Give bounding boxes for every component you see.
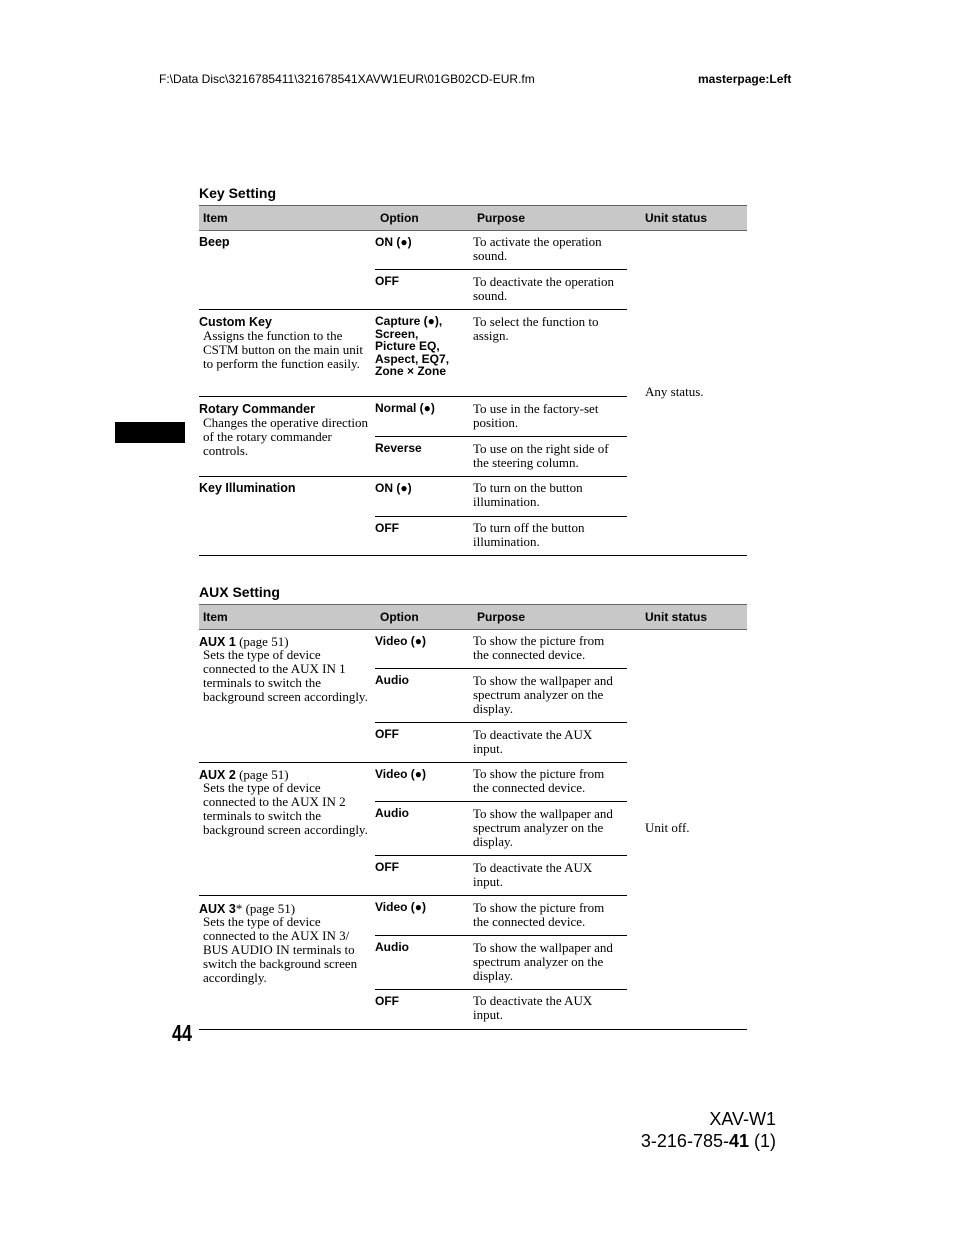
purpose-text: To deactivate the operation sound. (473, 274, 614, 303)
option-label: Audio (375, 673, 409, 687)
col-option: Option (380, 610, 419, 624)
item-aux-2: AUX 2 (page 51) (199, 767, 289, 782)
option-label: Capture (●), Screen, Picture EQ, Aspect, EQ7, Zone × Zone (375, 314, 450, 378)
aux-setting-table (199, 604, 747, 1030)
purpose-text: To deactivate the AUX input. (473, 727, 593, 756)
row-divider (375, 436, 627, 437)
row-divider (199, 309, 627, 310)
key-setting-table (199, 205, 747, 557)
masterpage-label: masterpage:Left (698, 72, 792, 86)
col-purpose: Purpose (477, 211, 526, 225)
row-divider (375, 989, 627, 990)
purpose-text: To show the picture from the connected device. (473, 766, 605, 795)
row-divider (375, 801, 627, 802)
purpose-text: To select the function to assign. (473, 314, 599, 343)
item-aux-1: AUX 1 (page 51) (199, 634, 289, 649)
purpose-text: To turn on the button illumination. (473, 480, 583, 509)
option-label: Video (●) (375, 900, 427, 914)
table-header (199, 205, 747, 231)
item-description: Sets the type of device connected to the AUX IN 2 terminals to switch the background screen accordingly. (203, 780, 368, 837)
page-number: 44 (172, 1020, 192, 1046)
col-option: Option (380, 211, 419, 225)
option-label: Video (●) (375, 634, 427, 648)
unit-status: Unit off. (645, 820, 690, 835)
item-description: Sets the type of device connected to the AUX IN 1 terminals to switch the background screen accordingly. (203, 647, 368, 704)
purpose-text: To show the picture from the connected device. (473, 633, 605, 662)
purpose-text: To show the picture from the connected device. (473, 900, 605, 929)
item-custom-key: Custom Key (199, 315, 272, 329)
purpose-text: To use in the factory-set position. (473, 401, 599, 430)
row-divider (199, 762, 627, 763)
option-label: ON (●) (375, 235, 412, 249)
row-divider (199, 895, 627, 896)
model-code: 3-216-785-41 (1) (640, 1131, 776, 1151)
option-label: ON (●) (375, 481, 412, 495)
purpose-text: To show the wallpaper and spectrum analyzer on the display. (473, 673, 613, 716)
purpose-text: To deactivate the AUX input. (473, 993, 593, 1022)
purpose-text: To activate the operation sound. (473, 234, 602, 263)
item-beep: Beep (199, 235, 230, 249)
model-name: XAV-W1 (709, 1109, 776, 1129)
col-purpose: Purpose (477, 610, 526, 624)
row-divider (375, 855, 627, 856)
row-divider (375, 668, 627, 669)
item-key-illumination: Key Illumination (199, 481, 296, 495)
option-label: OFF (375, 994, 399, 1008)
option-label: Audio (375, 806, 409, 820)
purpose-text: To use on the right side of the steering column. (473, 441, 609, 470)
col-unit-status: Unit status (645, 211, 708, 225)
option-label: Audio (375, 940, 409, 954)
option-label: Normal (●) (375, 401, 435, 415)
page-rule (199, 1029, 747, 1030)
row-divider (375, 269, 627, 270)
row-divider (199, 396, 627, 397)
file-path: F:\Data Disc\3216785411\321678541XAVW1EUR\01GB02CD-EUR.fm (159, 72, 535, 86)
purpose-text: To deactivate the AUX input. (473, 860, 593, 889)
option-label: Reverse (375, 441, 422, 455)
purpose-text: To show the wallpaper and spectrum analyzer on the display. (473, 806, 613, 849)
col-item: Item (203, 610, 228, 624)
aux-setting-title: AUX Setting (199, 584, 280, 600)
option-label: OFF (375, 860, 399, 874)
col-unit-status: Unit status (645, 610, 708, 624)
option-label: Video (●) (375, 767, 427, 781)
chapter-tab-marker (115, 422, 185, 443)
row-divider (375, 722, 627, 723)
model-info (641, 1108, 776, 1152)
row-divider (199, 476, 627, 477)
table-header (199, 604, 747, 630)
purpose-text: To show the wallpaper and spectrum analyzer on the display. (473, 940, 613, 983)
item-description: Sets the type of device connected to the AUX IN 3/ BUS AUDIO IN terminals to switch the background screen accordingly. (203, 914, 358, 985)
purpose-text: To turn off the button illumination. (473, 520, 585, 549)
item-rotary-commander: Rotary Commander (199, 402, 315, 416)
row-divider (375, 516, 627, 517)
option-label: OFF (375, 274, 399, 288)
item-aux-3: AUX 3* (page 51) (199, 901, 296, 916)
option-label: OFF (375, 727, 399, 741)
item-description: Assigns the function to the CSTM button on the main unit to perform the function easily. (203, 328, 363, 371)
unit-status: Any status. (645, 384, 704, 399)
table-bottom-rule (199, 555, 747, 556)
option-label: OFF (375, 521, 399, 535)
row-divider (375, 935, 627, 936)
col-item: Item (203, 211, 228, 225)
item-description: Changes the operative direction of the rotary commander controls. (203, 415, 368, 458)
key-setting-title: Key Setting (199, 185, 277, 201)
